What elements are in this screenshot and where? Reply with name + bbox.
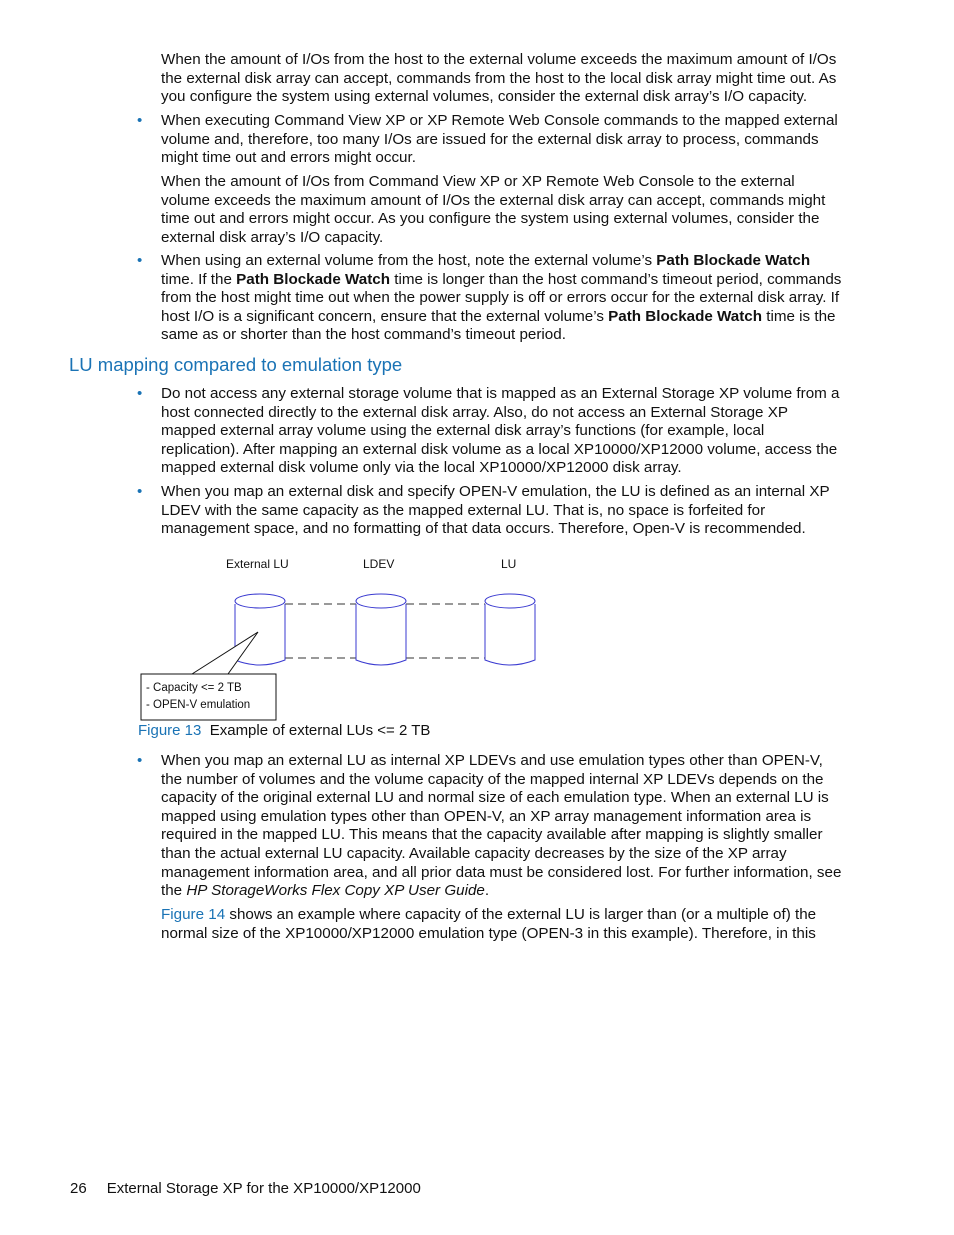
label-lu: LU [501, 557, 517, 571]
bullet-open-v: When you map an external disk and specify OPEN-V emulation, the LU is defined as an internal XP LDEV with the same capacity as the mapped external LU. That is, no space is forfeited for management space, and no formatting of that data occurs. Therefore, Open-V is recommended. [161, 483, 830, 538]
bullet-map-ldevs [161, 752, 846, 901]
paragraph-io-command-view: When the amount of I/Os from Command View XP or XP Remote Web Console to the external volume exceeds the maximum amount of I/Os the external disk array can accept, commands might time out and errors might occur. As you configure the system using external volumes, consider the external disk array’s I/O capacity. [161, 173, 826, 246]
bullet-icon [137, 483, 142, 500]
bullet-icon [137, 112, 142, 129]
callout-pointer [192, 632, 258, 674]
callout-capacity: - Capacity <= 2 TB [146, 682, 242, 694]
lu-mapping-diagram [130, 548, 550, 723]
figure-caption-text: Example of external LUs <= 2 TB [209, 722, 431, 739]
bold-term: Path Blockade Watch [656, 252, 811, 269]
bullet-icon [137, 252, 142, 269]
text-run: . [484, 882, 490, 900]
footer-title: External Storage XP for the XP10000/XP12000 [106, 1180, 421, 1197]
page-number: 26 [70, 1180, 87, 1197]
bullet-do-not-access: Do not access any external storage volume that is mapped as an External Storage XP volume from a host connected directly to the external disk array. Also, do not access an External Storage XP mapped external array volume using the external disk array’s functions (for example, local replication). After mapping an external disk volume as a local XP10000/XP12000 volume, access the mapped external disk volume only via the local XP10000/XP12000 disk array. [161, 385, 840, 477]
bullet-icon [137, 752, 142, 769]
page-footer [70, 1180, 421, 1197]
figure-14-link[interactable]: Figure 14 [161, 906, 226, 923]
text-run: time. If the [161, 270, 237, 288]
bold-term: Path Blockade Watch [236, 270, 391, 288]
text-run: shows an example where capacity of the external LU is larger than (or a multiple of) the normal size of the XP10000/XP12000 emulation type (OPEN-3 in this example). Therefore, in this [161, 906, 817, 942]
bold-term: Path Blockade Watch [608, 307, 763, 325]
cylinder-lu [485, 594, 535, 665]
cylinder-ldev [356, 594, 406, 665]
bullet-command-view: When executing Command View XP or XP Remote Web Console commands to the mapped external volume and, therefore, too many I/Os are issued for the external disk array to process, commands might time out and errors might occur. [161, 112, 838, 167]
callout-box [141, 674, 276, 720]
callout-emulation: - OPEN-V emulation [146, 699, 251, 711]
bullet-icon [137, 385, 142, 402]
guide-title: HP StorageWorks Flex Copy XP User Guide [186, 882, 485, 900]
paragraph-figure-14 [161, 906, 846, 943]
section-heading: LU mapping compared to emulation type [69, 354, 403, 375]
label-ldev: LDEV [363, 557, 395, 571]
figure-caption [138, 722, 430, 739]
figure-13-diagram [130, 548, 550, 728]
label-external-lu: External LU [226, 557, 289, 571]
text-run: When using an external volume from the host, note the external volume’s [161, 252, 657, 269]
text-run: When you map an external LU as internal XP LDEVs and use emulation types other than OPEN-V, the number of volumes and the volume capacity of the mapped internal XP LDEVs depends on the capacity of the original external LU and normal size of each emulation type. When an external LU is mapped using emulation types other than OPEN-V, an XP array management information area is required in the mapped LU. This means that the capacity available after mapping is slightly smaller than the actual external LU capacity. Available capacity decreases by the size of the XP array management information area, and all prior data must be considered lost. For further information, see the [161, 752, 842, 900]
paragraph-io-host: When the amount of I/Os from the host to the external volume exceeds the maximum amount of I/Os the external disk array can accept, commands from the host to the local disk array might time out. As you configure the system using external volumes, consider the external disk array’s I/O capacity. [161, 51, 837, 106]
text-run: time is longer than the host command’s timeout period, commands from the host might time out when the power supply is off or errors occur for the external disk array. If host I/O is a significant concern, ensure that the external volume’s [161, 270, 842, 325]
figure-label: Figure 13 [138, 722, 202, 739]
bullet-path-blockade [161, 252, 846, 345]
text-run: time is the same as or shorter than the host command’s timeout period. [161, 307, 836, 344]
